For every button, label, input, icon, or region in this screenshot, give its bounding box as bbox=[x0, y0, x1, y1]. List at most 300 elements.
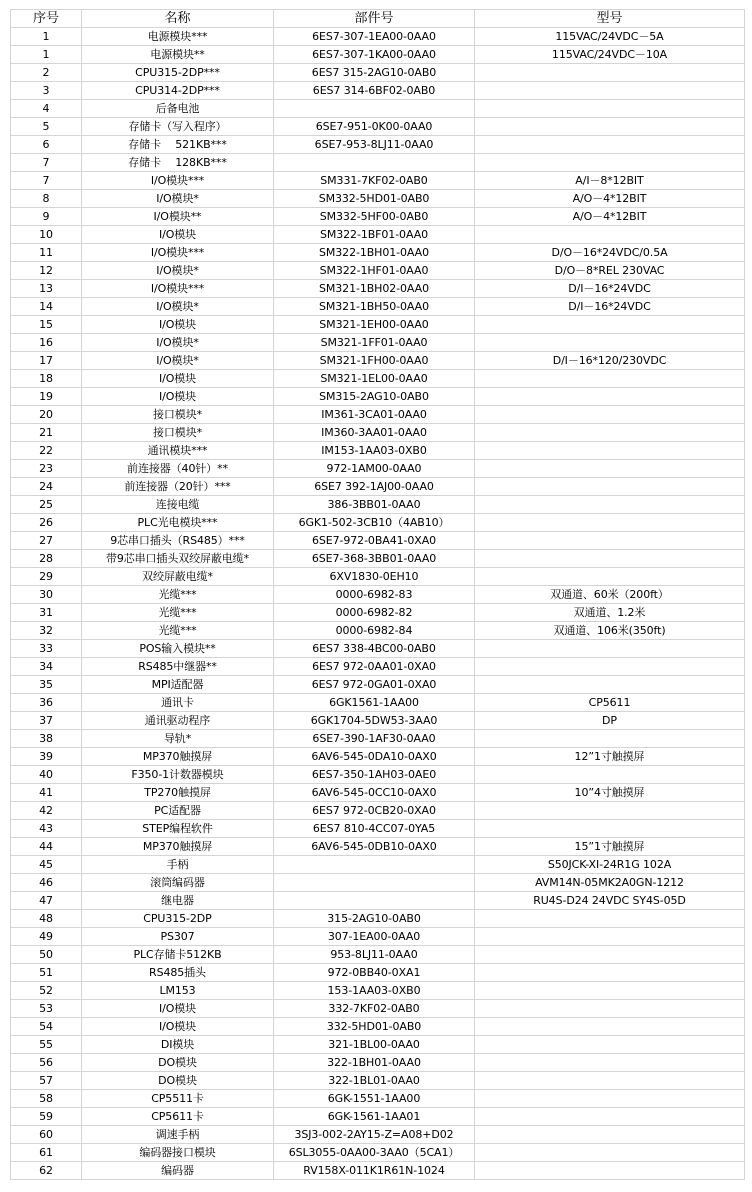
header-part-no: 部件号 bbox=[274, 10, 475, 28]
cell-name: PS307 bbox=[82, 928, 274, 946]
cell-no: 56 bbox=[11, 1054, 82, 1072]
cell-name: DI模块 bbox=[82, 1036, 274, 1054]
table-row bbox=[11, 388, 745, 406]
cell-part-no: 322-1BL01-0AA0 bbox=[274, 1072, 475, 1090]
cell-model: D/O－8*REL 230VAC bbox=[475, 262, 745, 280]
cell-no: 35 bbox=[11, 676, 82, 694]
cell-no: 36 bbox=[11, 694, 82, 712]
cell-part-no: SM321-1BH50-0AA0 bbox=[274, 298, 475, 316]
cell-name: CPU315-2DP*** bbox=[82, 64, 274, 82]
cell-no: 18 bbox=[11, 370, 82, 388]
cell-part-no: RV158X-011K1R61N-1024 bbox=[274, 1162, 475, 1180]
cell-no: 2 bbox=[11, 64, 82, 82]
cell-part-no: 307-1EA00-0AA0 bbox=[274, 928, 475, 946]
cell-name: I/O模块 bbox=[82, 226, 274, 244]
cell-model: 12”1寸触摸屏 bbox=[475, 748, 745, 766]
cell-name: 光缆*** bbox=[82, 604, 274, 622]
cell-no: 26 bbox=[11, 514, 82, 532]
cell-model bbox=[475, 820, 745, 838]
cell-no: 29 bbox=[11, 568, 82, 586]
cell-part-no: 6ES7 972-0CB20-0XA0 bbox=[274, 802, 475, 820]
table-row bbox=[11, 28, 745, 46]
cell-part-no: SM321-1BH02-0AA0 bbox=[274, 280, 475, 298]
cell-part-no: 6ES7 315-2AG10-0AB0 bbox=[274, 64, 475, 82]
cell-model bbox=[475, 1072, 745, 1090]
cell-name: 存储卡 128KB*** bbox=[82, 154, 274, 172]
cell-model bbox=[475, 316, 745, 334]
cell-no: 4 bbox=[11, 100, 82, 118]
cell-no: 32 bbox=[11, 622, 82, 640]
cell-no: 23 bbox=[11, 460, 82, 478]
cell-part-no: 321-1BL00-0AA0 bbox=[274, 1036, 475, 1054]
cell-model: A/I－8*12BIT bbox=[475, 172, 745, 190]
table-row bbox=[11, 352, 745, 370]
table-row bbox=[11, 496, 745, 514]
cell-part-no: 6GK1704-5DW53-3AA0 bbox=[274, 712, 475, 730]
table-row bbox=[11, 370, 745, 388]
table-row bbox=[11, 874, 745, 892]
table-row bbox=[11, 550, 745, 568]
cell-no: 47 bbox=[11, 892, 82, 910]
cell-no: 43 bbox=[11, 820, 82, 838]
table-row bbox=[11, 82, 745, 100]
cell-model bbox=[475, 118, 745, 136]
cell-name: 接口模块* bbox=[82, 406, 274, 424]
table-row bbox=[11, 1000, 745, 1018]
cell-part-no: 6GK-1551-1AA00 bbox=[274, 1090, 475, 1108]
table-row bbox=[11, 676, 745, 694]
table-row bbox=[11, 946, 745, 964]
cell-model: RU4S-D24 24VDC SY4S-05D bbox=[475, 892, 745, 910]
cell-model bbox=[475, 1036, 745, 1054]
cell-name: 连接电缆 bbox=[82, 496, 274, 514]
cell-part-no: 6ES7-307-1KA00-0AA0 bbox=[274, 46, 475, 64]
table-row bbox=[11, 856, 745, 874]
cell-model: D/O－16*24VDC/0.5A bbox=[475, 244, 745, 262]
cell-name: CPU315-2DP bbox=[82, 910, 274, 928]
cell-part-no bbox=[274, 856, 475, 874]
cell-model bbox=[475, 928, 745, 946]
table-row bbox=[11, 838, 745, 856]
cell-model bbox=[475, 766, 745, 784]
parts-table bbox=[10, 9, 745, 1180]
cell-part-no: 322-1BH01-0AA0 bbox=[274, 1054, 475, 1072]
cell-part-no: 6SL3055-0AA00-3AA0（5CA1） bbox=[274, 1144, 475, 1162]
table-row bbox=[11, 820, 745, 838]
cell-name: PC适配器 bbox=[82, 802, 274, 820]
cell-model bbox=[475, 730, 745, 748]
cell-part-no: 6ES7 810-4CC07-0YA5 bbox=[274, 820, 475, 838]
cell-no: 31 bbox=[11, 604, 82, 622]
table-row bbox=[11, 892, 745, 910]
cell-name: I/O模块** bbox=[82, 208, 274, 226]
cell-model: 10”4寸触摸屏 bbox=[475, 784, 745, 802]
cell-no: 39 bbox=[11, 748, 82, 766]
cell-no: 6 bbox=[11, 136, 82, 154]
header-name: 名称 bbox=[82, 10, 274, 28]
table-row bbox=[11, 442, 745, 460]
cell-model bbox=[475, 964, 745, 982]
cell-model bbox=[475, 514, 745, 532]
table-row bbox=[11, 766, 745, 784]
cell-model bbox=[475, 1144, 745, 1162]
cell-model: 双通道、106米(350ft) bbox=[475, 622, 745, 640]
cell-no: 46 bbox=[11, 874, 82, 892]
cell-name: I/O模块* bbox=[82, 298, 274, 316]
cell-name: PLC光电模块*** bbox=[82, 514, 274, 532]
cell-model: S50JCK-XI-24R1G 102A bbox=[475, 856, 745, 874]
cell-name: I/O模块* bbox=[82, 334, 274, 352]
cell-part-no: SM332-5HF00-0AB0 bbox=[274, 208, 475, 226]
cell-part-no: 0000-6982-82 bbox=[274, 604, 475, 622]
table-row bbox=[11, 910, 745, 928]
table-row bbox=[11, 1054, 745, 1072]
cell-part-no: 6XV1830-0EH10 bbox=[274, 568, 475, 586]
cell-name: 编码器接口模块 bbox=[82, 1144, 274, 1162]
cell-name: CP5611卡 bbox=[82, 1108, 274, 1126]
cell-part-no: 972-0BB40-0XA1 bbox=[274, 964, 475, 982]
cell-part-no: SM321-1EH00-0AA0 bbox=[274, 316, 475, 334]
cell-name: CP5511卡 bbox=[82, 1090, 274, 1108]
table-row bbox=[11, 208, 745, 226]
cell-part-no: 153-1AA03-0XB0 bbox=[274, 982, 475, 1000]
cell-part-no: SM322-1BH01-0AA0 bbox=[274, 244, 475, 262]
cell-no: 9 bbox=[11, 208, 82, 226]
table-row bbox=[11, 1018, 745, 1036]
cell-name: PLC存储卡512KB bbox=[82, 946, 274, 964]
cell-name: 9芯串口插头（RS485）*** bbox=[82, 532, 274, 550]
cell-model bbox=[475, 1000, 745, 1018]
cell-name: 通讯驱动程序 bbox=[82, 712, 274, 730]
cell-part-no: 6SE7-368-3BB01-0AA0 bbox=[274, 550, 475, 568]
cell-model: A/O－4*12BIT bbox=[475, 190, 745, 208]
cell-no: 1 bbox=[11, 28, 82, 46]
cell-name: 光缆*** bbox=[82, 622, 274, 640]
cell-model bbox=[475, 568, 745, 586]
cell-name: 电源模块** bbox=[82, 46, 274, 64]
cell-no: 45 bbox=[11, 856, 82, 874]
cell-no: 11 bbox=[11, 244, 82, 262]
cell-model bbox=[475, 460, 745, 478]
cell-no: 17 bbox=[11, 352, 82, 370]
cell-model bbox=[475, 388, 745, 406]
cell-model: A/O－4*12BIT bbox=[475, 208, 745, 226]
table-row bbox=[11, 1090, 745, 1108]
cell-no: 27 bbox=[11, 532, 82, 550]
cell-name: STEP编程软件 bbox=[82, 820, 274, 838]
table-row bbox=[11, 1126, 745, 1144]
cell-name: 导轨* bbox=[82, 730, 274, 748]
cell-part-no: IM360-3AA01-0AA0 bbox=[274, 424, 475, 442]
cell-model: D/I－16*24VDC bbox=[475, 280, 745, 298]
table-row bbox=[11, 802, 745, 820]
cell-name: RS485中继器** bbox=[82, 658, 274, 676]
cell-part-no: 6GK-1561-1AA01 bbox=[274, 1108, 475, 1126]
table-row bbox=[11, 982, 745, 1000]
cell-part-no: 386-3BB01-0AA0 bbox=[274, 496, 475, 514]
cell-part-no: 6ES7 338-4BC00-0AB0 bbox=[274, 640, 475, 658]
cell-model: CP5611 bbox=[475, 694, 745, 712]
cell-model bbox=[475, 424, 745, 442]
cell-name: I/O模块* bbox=[82, 352, 274, 370]
cell-model bbox=[475, 406, 745, 424]
table-row bbox=[11, 280, 745, 298]
table-row bbox=[11, 100, 745, 118]
cell-part-no: 6AV6-545-0CC10-0AX0 bbox=[274, 784, 475, 802]
cell-no: 40 bbox=[11, 766, 82, 784]
cell-model bbox=[475, 478, 745, 496]
table-body bbox=[11, 28, 745, 1180]
cell-part-no: SM331-7KF02-0AB0 bbox=[274, 172, 475, 190]
cell-model bbox=[475, 982, 745, 1000]
cell-name: I/O模块* bbox=[82, 190, 274, 208]
cell-no: 59 bbox=[11, 1108, 82, 1126]
table-header bbox=[11, 10, 745, 28]
cell-part-no: SM315-2AG10-0AB0 bbox=[274, 388, 475, 406]
cell-name: 前连接器（20针）*** bbox=[82, 478, 274, 496]
cell-name: DO模块 bbox=[82, 1072, 274, 1090]
cell-model bbox=[475, 154, 745, 172]
cell-name: TP270触摸屏 bbox=[82, 784, 274, 802]
cell-part-no: SM322-1HF01-0AA0 bbox=[274, 262, 475, 280]
cell-model bbox=[475, 910, 745, 928]
cell-no: 33 bbox=[11, 640, 82, 658]
cell-name: 通讯卡 bbox=[82, 694, 274, 712]
cell-model bbox=[475, 946, 745, 964]
cell-name: I/O模块*** bbox=[82, 280, 274, 298]
cell-name: 前连接器（40针）** bbox=[82, 460, 274, 478]
table-row bbox=[11, 784, 745, 802]
table-row bbox=[11, 532, 745, 550]
cell-name: I/O模块 bbox=[82, 1000, 274, 1018]
cell-model bbox=[475, 82, 745, 100]
cell-model bbox=[475, 226, 745, 244]
cell-name: POS输入模块** bbox=[82, 640, 274, 658]
cell-no: 13 bbox=[11, 280, 82, 298]
table-row bbox=[11, 1108, 745, 1126]
table-row bbox=[11, 334, 745, 352]
cell-part-no: IM361-3CA01-0AA0 bbox=[274, 406, 475, 424]
table-row bbox=[11, 694, 745, 712]
cell-model bbox=[475, 802, 745, 820]
cell-name: I/O模块 bbox=[82, 1018, 274, 1036]
cell-part-no: 3SJ3-002-2AY15-Z=A08+D02 bbox=[274, 1126, 475, 1144]
cell-no: 3 bbox=[11, 82, 82, 100]
cell-name: I/O模块* bbox=[82, 262, 274, 280]
cell-name: I/O模块*** bbox=[82, 172, 274, 190]
table-row bbox=[11, 172, 745, 190]
cell-no: 7 bbox=[11, 154, 82, 172]
cell-name: 存储卡（写入程序） bbox=[82, 118, 274, 136]
header-no: 序号 bbox=[11, 10, 82, 28]
cell-no: 52 bbox=[11, 982, 82, 1000]
cell-no: 12 bbox=[11, 262, 82, 280]
cell-part-no: 6GK1-502-3CB10（4AB10） bbox=[274, 514, 475, 532]
table-row bbox=[11, 46, 745, 64]
cell-model: 双通道、60米（200ft） bbox=[475, 586, 745, 604]
cell-name: 存储卡 521KB*** bbox=[82, 136, 274, 154]
table-row bbox=[11, 316, 745, 334]
table-row bbox=[11, 1072, 745, 1090]
cell-part-no bbox=[274, 874, 475, 892]
cell-part-no bbox=[274, 892, 475, 910]
table-row bbox=[11, 964, 745, 982]
cell-model: AVM14N-05MK2A0GN-1212 bbox=[475, 874, 745, 892]
table-row bbox=[11, 712, 745, 730]
header-row bbox=[11, 10, 745, 28]
table-row bbox=[11, 586, 745, 604]
cell-model bbox=[475, 370, 745, 388]
cell-name: 电源模块*** bbox=[82, 28, 274, 46]
cell-no: 50 bbox=[11, 946, 82, 964]
table-row bbox=[11, 928, 745, 946]
cell-no: 51 bbox=[11, 964, 82, 982]
cell-name: I/O模块 bbox=[82, 388, 274, 406]
cell-no: 38 bbox=[11, 730, 82, 748]
cell-no: 21 bbox=[11, 424, 82, 442]
cell-no: 1 bbox=[11, 46, 82, 64]
cell-no: 49 bbox=[11, 928, 82, 946]
table-row bbox=[11, 604, 745, 622]
cell-model: 115VAC/24VDC－10A bbox=[475, 46, 745, 64]
cell-model bbox=[475, 1162, 745, 1180]
cell-part-no: 0000-6982-83 bbox=[274, 586, 475, 604]
table-row bbox=[11, 64, 745, 82]
cell-part-no: 0000-6982-84 bbox=[274, 622, 475, 640]
table-row bbox=[11, 1144, 745, 1162]
cell-no: 25 bbox=[11, 496, 82, 514]
cell-model bbox=[475, 550, 745, 568]
table-row bbox=[11, 406, 745, 424]
cell-model bbox=[475, 136, 745, 154]
cell-no: 16 bbox=[11, 334, 82, 352]
table-row bbox=[11, 226, 745, 244]
cell-part-no: 6ES7 972-0AA01-0XA0 bbox=[274, 658, 475, 676]
header-model: 型号 bbox=[475, 10, 745, 28]
cell-no: 8 bbox=[11, 190, 82, 208]
table-row bbox=[11, 190, 745, 208]
cell-model bbox=[475, 1018, 745, 1036]
table-row bbox=[11, 1162, 745, 1180]
cell-name: F350-1计数器模块 bbox=[82, 766, 274, 784]
cell-name: MPI适配器 bbox=[82, 676, 274, 694]
cell-name: LM153 bbox=[82, 982, 274, 1000]
table-row bbox=[11, 640, 745, 658]
table-row bbox=[11, 244, 745, 262]
cell-name: 编码器 bbox=[82, 1162, 274, 1180]
cell-part-no: 6ES7-350-1AH03-0AE0 bbox=[274, 766, 475, 784]
cell-no: 61 bbox=[11, 1144, 82, 1162]
cell-name: 通讯模块*** bbox=[82, 442, 274, 460]
cell-no: 37 bbox=[11, 712, 82, 730]
cell-no: 14 bbox=[11, 298, 82, 316]
cell-model bbox=[475, 334, 745, 352]
cell-name: I/O模块 bbox=[82, 370, 274, 388]
cell-name: 带9芯串口插头双绞屏蔽电缆* bbox=[82, 550, 274, 568]
table-row bbox=[11, 262, 745, 280]
cell-part-no: 6SE7-390-1AF30-0AA0 bbox=[274, 730, 475, 748]
cell-part-no: SM321-1EL00-0AA0 bbox=[274, 370, 475, 388]
cell-model bbox=[475, 1054, 745, 1072]
cell-model: 15”1寸触摸屏 bbox=[475, 838, 745, 856]
cell-name: I/O模块 bbox=[82, 316, 274, 334]
cell-model bbox=[475, 496, 745, 514]
table-row bbox=[11, 1036, 745, 1054]
cell-no: 7 bbox=[11, 172, 82, 190]
cell-part-no: 332-5HD01-0AB0 bbox=[274, 1018, 475, 1036]
cell-name: 继电器 bbox=[82, 892, 274, 910]
cell-part-no bbox=[274, 100, 475, 118]
cell-part-no: 6AV6-545-0DB10-0AX0 bbox=[274, 838, 475, 856]
cell-part-no: 6ES7 314-6BF02-0AB0 bbox=[274, 82, 475, 100]
table-row bbox=[11, 136, 745, 154]
cell-part-no: 972-1AM00-0AA0 bbox=[274, 460, 475, 478]
cell-part-no: 332-7KF02-0AB0 bbox=[274, 1000, 475, 1018]
cell-part-no: IM153-1AA03-0XB0 bbox=[274, 442, 475, 460]
cell-name: 手柄 bbox=[82, 856, 274, 874]
cell-model bbox=[475, 100, 745, 118]
cell-no: 42 bbox=[11, 802, 82, 820]
cell-name: 滚筒编码器 bbox=[82, 874, 274, 892]
table-row bbox=[11, 424, 745, 442]
cell-part-no: SM321-1FH00-0AA0 bbox=[274, 352, 475, 370]
cell-no: 57 bbox=[11, 1072, 82, 1090]
cell-no: 10 bbox=[11, 226, 82, 244]
cell-name: I/O模块*** bbox=[82, 244, 274, 262]
cell-model: 115VAC/24VDC－5A bbox=[475, 28, 745, 46]
cell-no: 24 bbox=[11, 478, 82, 496]
cell-no: 41 bbox=[11, 784, 82, 802]
cell-no: 5 bbox=[11, 118, 82, 136]
cell-model bbox=[475, 640, 745, 658]
cell-name: MP370触摸屏 bbox=[82, 748, 274, 766]
cell-no: 30 bbox=[11, 586, 82, 604]
cell-model: D/I－16*120/230VDC bbox=[475, 352, 745, 370]
cell-model bbox=[475, 532, 745, 550]
cell-part-no: 6SE7-953-8LJ11-0AA0 bbox=[274, 136, 475, 154]
table-row bbox=[11, 730, 745, 748]
cell-name: RS485插头 bbox=[82, 964, 274, 982]
table-row bbox=[11, 658, 745, 676]
table-row bbox=[11, 568, 745, 586]
cell-part-no: 6GK1561-1AA00 bbox=[274, 694, 475, 712]
cell-name: 光缆*** bbox=[82, 586, 274, 604]
table-row bbox=[11, 460, 745, 478]
cell-part-no bbox=[274, 154, 475, 172]
cell-no: 58 bbox=[11, 1090, 82, 1108]
cell-name: MP370触摸屏 bbox=[82, 838, 274, 856]
cell-no: 15 bbox=[11, 316, 82, 334]
table-row bbox=[11, 748, 745, 766]
cell-no: 34 bbox=[11, 658, 82, 676]
cell-part-no: 6AV6-545-0DA10-0AX0 bbox=[274, 748, 475, 766]
cell-no: 60 bbox=[11, 1126, 82, 1144]
cell-name: 双绞屏蔽电缆* bbox=[82, 568, 274, 586]
table-row bbox=[11, 118, 745, 136]
cell-no: 54 bbox=[11, 1018, 82, 1036]
cell-no: 53 bbox=[11, 1000, 82, 1018]
cell-part-no: 6SE7 392-1AJ00-0AA0 bbox=[274, 478, 475, 496]
cell-part-no: SM322-1BF01-0AA0 bbox=[274, 226, 475, 244]
table-row bbox=[11, 622, 745, 640]
cell-no: 62 bbox=[11, 1162, 82, 1180]
table-row bbox=[11, 514, 745, 532]
cell-no: 44 bbox=[11, 838, 82, 856]
table-row bbox=[11, 478, 745, 496]
cell-part-no: SM321-1FF01-0AA0 bbox=[274, 334, 475, 352]
cell-part-no: 6SE7-951-0K00-0AA0 bbox=[274, 118, 475, 136]
cell-part-no: 953-8LJ11-0AA0 bbox=[274, 946, 475, 964]
